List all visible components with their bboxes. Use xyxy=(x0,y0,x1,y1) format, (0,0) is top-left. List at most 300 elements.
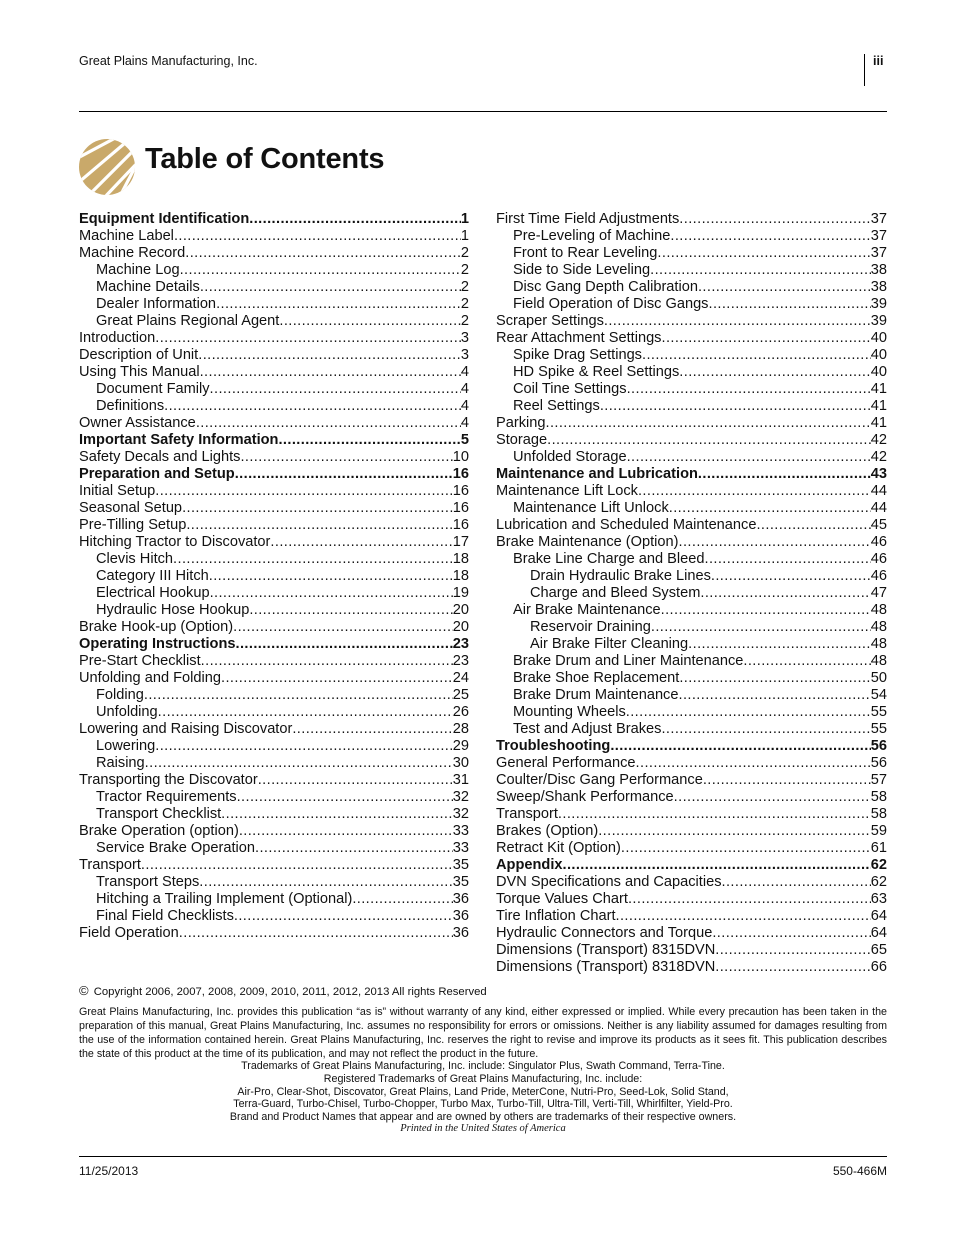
toc-entry[interactable] xyxy=(79,330,469,347)
toc-entry[interactable] xyxy=(496,330,887,347)
footer-date: 11/25/2013 xyxy=(79,1164,139,1178)
toc-entry-label: Unfolded Storage xyxy=(513,449,627,465)
toc-entry[interactable] xyxy=(79,891,469,908)
toc-entry-label: Spike Drag Settings xyxy=(513,347,642,363)
toc-entry[interactable] xyxy=(79,602,469,619)
toc-entry[interactable] xyxy=(496,738,887,755)
toc-leader-dots xyxy=(679,211,870,228)
toc-entry-page: 32 xyxy=(452,806,469,822)
toc-entry-page: 54 xyxy=(870,687,887,703)
toc-entry-page: 35 xyxy=(452,874,469,890)
toc-entry-page: 20 xyxy=(452,602,469,618)
toc-entry-label: Dimensions (Transport) 8315DVN xyxy=(496,942,716,958)
toc-entry-page: 41 xyxy=(870,381,887,397)
toc-entry-page: 50 xyxy=(870,670,887,686)
toc-entry[interactable] xyxy=(79,789,469,806)
toc-entry[interactable] xyxy=(79,432,469,449)
toc-entry[interactable] xyxy=(79,568,469,585)
toc-entry[interactable] xyxy=(496,381,887,398)
toc-entry-page: 64 xyxy=(870,908,887,924)
toc-entry-page: 57 xyxy=(870,772,887,788)
toc-leader-dots xyxy=(209,568,453,585)
toc-entry[interactable] xyxy=(79,245,469,262)
toc-leader-dots xyxy=(352,891,452,908)
toc-leader-dots xyxy=(661,721,870,738)
toc-entry-page: 38 xyxy=(870,262,887,278)
toc-leader-dots xyxy=(144,687,453,704)
toc-entry[interactable] xyxy=(496,449,887,466)
toc-entry-label: Lowering xyxy=(96,738,156,754)
toc-leader-dots xyxy=(703,772,871,789)
toc-leader-dots xyxy=(627,381,871,398)
toc-entry[interactable] xyxy=(496,517,887,534)
toc-entry[interactable] xyxy=(79,755,469,772)
toc-entry[interactable] xyxy=(79,262,469,279)
toc-entry[interactable] xyxy=(496,245,887,262)
toc-entry-page: 62 xyxy=(870,874,887,890)
toc-entry[interactable] xyxy=(496,772,887,789)
toc-leader-dots xyxy=(715,959,871,976)
toc-entry[interactable] xyxy=(496,908,887,925)
toc-entry-label: Transport xyxy=(496,806,558,822)
header-divider xyxy=(864,54,865,86)
toc-entry-page: 33 xyxy=(452,823,469,839)
toc-entry[interactable] xyxy=(496,891,887,908)
toc-leader-dots xyxy=(638,483,871,500)
toc-leader-dots xyxy=(233,619,453,636)
toc-entry-label: Important Safety Information xyxy=(79,432,279,448)
toc-entry-label: Pre-Leveling of Machine xyxy=(513,228,671,244)
toc-leader-dots xyxy=(210,381,461,398)
toc-leader-dots xyxy=(155,483,453,500)
toc-entry-label: Side to Side Leveling xyxy=(513,262,651,278)
toc-leader-dots xyxy=(743,653,870,670)
toc-entry-page: 1 xyxy=(460,228,469,244)
toc-entry[interactable] xyxy=(496,857,887,874)
toc-leader-dots xyxy=(651,619,871,636)
header-rule xyxy=(79,111,887,112)
toc-entry[interactable] xyxy=(496,806,887,823)
toc-entry-label: Definitions xyxy=(96,398,165,414)
disclaimer-paragraph: Great Plains Manufacturing, Inc. provides this publication “as is” without warranty of any kind, either expressed or implied. While every precaution has been taken in the preparation of this manual, Great Plains Manufacturing, Inc. assumes no responsibility for errors or omissions. Neither is any liability assumed for damages resulting from the use of the information contained herein. Great Plains Manufacturing, Inc. reserves the right to revise and improve its products as it sees fit. This publication describes the state of this product at the time of its publication, and may not reflect the product in the future. xyxy=(79,1006,887,1060)
toc-leader-dots xyxy=(240,449,452,466)
toc-entry[interactable] xyxy=(496,959,887,976)
toc-entry-page: 46 xyxy=(870,568,887,584)
toc-entry[interactable] xyxy=(496,687,887,704)
toc-leader-dots xyxy=(270,534,452,551)
toc-leader-dots xyxy=(661,330,870,347)
toc-leader-dots xyxy=(292,721,452,738)
page-title: Table of Contents xyxy=(145,143,385,175)
toc-entry-page: 36 xyxy=(452,891,469,907)
toc-entry[interactable] xyxy=(496,823,887,840)
toc-entry-page: 2 xyxy=(460,279,469,295)
toc-leader-dots xyxy=(145,755,453,772)
toc-leader-dots xyxy=(661,602,871,619)
trademarks-line-1: Trademarks of Great Plains Manufacturing, Inc. include: Singulator Plus, Swath Command, Terra-Tine. xyxy=(241,1060,725,1072)
toc-leader-dots xyxy=(670,228,870,245)
toc-leader-dots xyxy=(216,296,461,313)
toc-entry[interactable] xyxy=(79,517,469,534)
toc-entry-page: 2 xyxy=(460,245,469,261)
toc-leader-dots xyxy=(711,568,871,585)
toc-entry[interactable] xyxy=(496,364,887,381)
toc-entry-label: Preparation and Setup xyxy=(79,466,235,482)
toc-entry[interactable] xyxy=(496,721,887,738)
toc-leader-dots xyxy=(657,245,870,262)
toc-leader-dots xyxy=(164,398,461,415)
toc-leader-dots xyxy=(221,806,453,823)
toc-entry-page: 5 xyxy=(460,432,469,448)
toc-entry[interactable] xyxy=(79,381,469,398)
toc-entry[interactable] xyxy=(79,398,469,415)
toc-leader-dots xyxy=(200,279,461,296)
toc-entry-label: General Performance xyxy=(496,755,636,771)
toc-entry-label: Hydraulic Hose Hookup xyxy=(96,602,250,618)
toc-entry-page: 39 xyxy=(870,313,887,329)
toc-entry[interactable] xyxy=(496,789,887,806)
toc-entry[interactable] xyxy=(496,279,887,296)
toc-leader-dots xyxy=(258,772,453,789)
toc-entry[interactable] xyxy=(79,500,469,517)
toc-entry-page: 46 xyxy=(870,551,887,567)
toc-entry[interactable] xyxy=(79,653,469,670)
toc-entry-page: 41 xyxy=(870,415,887,431)
toc-entry-page: 32 xyxy=(452,789,469,805)
toc-leader-dots xyxy=(621,840,871,857)
toc-entry-page: 2 xyxy=(460,296,469,312)
toc-entry-label: Hitching Tractor to Discovator xyxy=(79,534,271,550)
toc-entry-label: First Time Field Adjustments xyxy=(496,211,680,227)
toc-leader-dots xyxy=(155,330,461,347)
toc-entry-page: 23 xyxy=(452,636,469,652)
toc-entry[interactable] xyxy=(496,670,887,687)
trademarks-line-3: Air-Pro, Clear-Shot, Discovator, Great Plains, Land Pride, MeterCone, Nutri-Pro, Seed-Lok, Solid Stand, xyxy=(237,1086,729,1098)
toc-entry-page: 36 xyxy=(452,908,469,924)
toc-leader-dots xyxy=(180,262,461,279)
toc-entry-page: 16 xyxy=(452,517,469,533)
toc-entry-label: Storage xyxy=(496,432,548,448)
toc-entry-label: Maintenance Lift Unlock xyxy=(513,500,669,516)
toc-leader-dots xyxy=(239,823,453,840)
toc-leader-dots xyxy=(598,823,871,840)
toc-leader-dots xyxy=(249,211,461,228)
toc-leader-dots xyxy=(200,364,461,381)
toc-leader-dots xyxy=(155,738,453,755)
toc-leader-dots xyxy=(279,313,461,330)
toc-entry-label: Front to Rear Leveling xyxy=(513,245,658,261)
toc-entry-page: 30 xyxy=(452,755,469,771)
toc-entry-label: Disc Gang Depth Calibration xyxy=(513,279,698,295)
toc-entry-label: Category III Hitch xyxy=(96,568,209,584)
toc-entry-page: 56 xyxy=(870,755,887,771)
great-plains-logo-icon xyxy=(78,138,136,196)
toc-entry-page: 31 xyxy=(452,772,469,788)
copyright-line xyxy=(79,983,487,998)
toc-entry-page: 44 xyxy=(870,483,887,499)
toc-entry[interactable] xyxy=(79,483,469,500)
toc-entry[interactable] xyxy=(79,738,469,755)
toc-entry[interactable] xyxy=(79,211,469,228)
toc-entry-page: 63 xyxy=(870,891,887,907)
toc-entry[interactable] xyxy=(496,602,887,619)
toc-entry-label: Tractor Requirements xyxy=(96,789,237,805)
toc-entry[interactable] xyxy=(79,347,469,364)
toc-entry-label: Description of Unit xyxy=(79,347,199,363)
toc-entry-page: 19 xyxy=(452,585,469,601)
toc-entry[interactable] xyxy=(79,449,469,466)
copyright-symbol: © xyxy=(79,983,89,998)
toc-entry-page: 40 xyxy=(870,347,887,363)
toc-entry-label: Brake Line Charge and Bleed xyxy=(513,551,705,567)
toc-leader-dots xyxy=(173,551,453,568)
toc-entry-label: Drain Hydraulic Brake Lines xyxy=(530,568,711,584)
toc-entry-page: 42 xyxy=(870,449,887,465)
toc-entry[interactable] xyxy=(496,840,887,857)
toc-entry-page: 40 xyxy=(870,330,887,346)
toc-entry-label: Clevis Hitch xyxy=(96,551,174,567)
toc-leader-dots xyxy=(249,602,452,619)
toc-entry[interactable] xyxy=(79,823,469,840)
toc-entry[interactable] xyxy=(496,534,887,551)
toc-entry[interactable] xyxy=(496,228,887,245)
toc-entry[interactable] xyxy=(496,585,887,602)
toc-leader-dots xyxy=(698,466,871,483)
toc-entry-page: 58 xyxy=(870,806,887,822)
toc-entry-label: Using This Manual xyxy=(79,364,200,380)
toc-entry-page: 48 xyxy=(870,602,887,618)
toc-entry-label: Machine Log xyxy=(96,262,180,278)
toc-entry[interactable] xyxy=(79,534,469,551)
toc-leader-dots xyxy=(186,517,452,534)
toc-entry[interactable] xyxy=(496,211,887,228)
toc-entry-label: Pre-Start Checklist xyxy=(79,653,201,669)
toc-leader-dots xyxy=(722,874,871,891)
toc-entry[interactable] xyxy=(496,296,887,313)
toc-entry[interactable] xyxy=(496,874,887,891)
toc-entry-label: Dealer Information xyxy=(96,296,217,312)
toc-entry[interactable] xyxy=(79,466,469,483)
toc-entry-page: 18 xyxy=(452,568,469,584)
toc-leader-dots xyxy=(674,789,871,806)
toc-leader-dots xyxy=(628,891,871,908)
toc-leader-dots xyxy=(558,806,871,823)
toc-entry-label: Brake Shoe Replacement xyxy=(513,670,680,686)
toc-entry-label: Maintenance Lift Lock xyxy=(496,483,638,499)
toc-entry-label: Machine Record xyxy=(79,245,186,261)
toc-entry-page: 29 xyxy=(452,738,469,754)
toc-entry-page: 58 xyxy=(870,789,887,805)
toc-entry-label: Transport xyxy=(79,857,141,873)
toc-entry-page: 16 xyxy=(452,500,469,516)
toc-entry-page: 33 xyxy=(452,840,469,856)
toc-entry[interactable] xyxy=(79,670,469,687)
toc-leader-dots xyxy=(545,415,870,432)
toc-entry-label: Brake Operation (option) xyxy=(79,823,239,839)
toc-entry[interactable] xyxy=(496,398,887,415)
toc-leader-dots xyxy=(669,500,871,517)
toc-entry-label: Raising xyxy=(96,755,145,771)
toc-leader-dots xyxy=(158,704,453,721)
toc-entry[interactable] xyxy=(496,653,887,670)
trademarks-line-4: Terra-Guard, Turbo-Chisel, Turbo-Chopper, Turbo Max, Turbo-Till, Ultra-Till, Verti-Till, Whirlfilter, Yield-Pro. xyxy=(233,1098,733,1110)
toc-entry[interactable] xyxy=(79,925,469,942)
toc-leader-dots xyxy=(610,738,870,755)
toc-entry-label: Coulter/Disc Gang Performance xyxy=(496,772,703,788)
toc-entry[interactable] xyxy=(79,874,469,891)
toc-entry[interactable] xyxy=(496,347,887,364)
toc-entry-label: Retract Kit (Option) xyxy=(496,840,621,856)
toc-entry-page: 55 xyxy=(870,704,887,720)
toc-entry[interactable] xyxy=(496,636,887,653)
toc-entry[interactable] xyxy=(79,772,469,789)
toc-entry[interactable] xyxy=(496,704,887,721)
toc-entry-page: 43 xyxy=(870,466,887,482)
toc-entry-page: 62 xyxy=(870,857,887,873)
toc-leader-dots xyxy=(642,347,871,364)
toc-entry[interactable] xyxy=(79,806,469,823)
toc-entry[interactable] xyxy=(79,857,469,874)
toc-entry[interactable] xyxy=(79,840,469,857)
toc-entry-label: Equipment Identification xyxy=(79,211,250,227)
toc-entry[interactable] xyxy=(496,500,887,517)
toc-entry-page: 39 xyxy=(870,296,887,312)
toc-leader-dots xyxy=(198,347,461,364)
toc-entry-page: 24 xyxy=(452,670,469,686)
toc-entry-page: 36 xyxy=(452,925,469,941)
toc-entry[interactable] xyxy=(79,704,469,721)
toc-leader-dots xyxy=(278,432,460,449)
toc-entry-page: 37 xyxy=(870,228,887,244)
toc-entry[interactable] xyxy=(496,262,887,279)
toc-entry-label: Initial Setup xyxy=(79,483,156,499)
toc-entry-page: 28 xyxy=(452,721,469,737)
toc-entry-label: Reel Settings xyxy=(513,398,600,414)
toc-entry-page: 35 xyxy=(452,857,469,873)
toc-leader-dots xyxy=(704,551,870,568)
toc-entry-label: Lubrication and Scheduled Maintenance xyxy=(496,517,757,533)
toc-entry-label: Field Operation xyxy=(79,925,179,941)
toc-entry[interactable] xyxy=(79,228,469,245)
toc-leader-dots xyxy=(141,857,453,874)
toc-entry-label: Rear Attachment Settings xyxy=(496,330,662,346)
toc-entry[interactable] xyxy=(496,415,887,432)
toc-entry-label: Appendix xyxy=(496,857,563,873)
toc-entry-page: 48 xyxy=(870,653,887,669)
toc-entry[interactable] xyxy=(79,415,469,432)
toc-entry-page: 4 xyxy=(460,381,469,397)
toc-entry[interactable] xyxy=(79,364,469,381)
toc-entry[interactable] xyxy=(496,925,887,942)
toc-leader-dots xyxy=(255,840,453,857)
toc-entry-page: 4 xyxy=(460,398,469,414)
toc-entry[interactable] xyxy=(496,313,887,330)
toc-entry[interactable] xyxy=(496,942,887,959)
toc-entry[interactable] xyxy=(496,755,887,772)
page-number: iii xyxy=(873,54,884,68)
toc-entry-label: Maintenance and Lubrication xyxy=(496,466,698,482)
toc-entry-page: 37 xyxy=(870,245,887,261)
toc-entry[interactable] xyxy=(496,483,887,500)
header-company: Great Plains Manufacturing, Inc. xyxy=(79,54,258,68)
trademarks-line-2: Registered Trademarks of Great Plains Manufacturing, Inc. include: xyxy=(323,1073,643,1085)
toc-entry-label: Pre-Tilling Setup xyxy=(79,517,187,533)
toc-entry[interactable] xyxy=(496,466,887,483)
toc-entry[interactable] xyxy=(496,432,887,449)
toc-entry-page: 37 xyxy=(870,211,887,227)
toc-entry-page: 48 xyxy=(870,636,887,652)
toc-entry-label: Reservoir Draining xyxy=(530,619,651,635)
toc-entry-label: Brake Hook-up (Option) xyxy=(79,619,234,635)
toc-entry-page: 20 xyxy=(452,619,469,635)
toc-entry-label: Machine Label xyxy=(79,228,174,244)
toc-leader-dots xyxy=(678,687,870,704)
toc-entry-page: 41 xyxy=(870,398,887,414)
toc-entry-label: Field Operation of Disc Gangs xyxy=(513,296,709,312)
toc-entry-page: 46 xyxy=(870,534,887,550)
toc-leader-dots xyxy=(712,925,870,942)
toc-entry-page: 45 xyxy=(870,517,887,533)
toc-entry-page: 61 xyxy=(870,840,887,856)
toc-entry-label: Owner Assistance xyxy=(79,415,196,431)
toc-entry-page: 4 xyxy=(460,364,469,380)
toc-entry-page: 16 xyxy=(452,466,469,482)
toc-leader-dots xyxy=(199,874,452,891)
toc-leader-dots xyxy=(679,364,870,381)
toc-entry-label: Transport Steps xyxy=(96,874,200,890)
toc-entry-page: 26 xyxy=(452,704,469,720)
toc-entry-label: Transport Checklist xyxy=(96,806,222,822)
toc-entry[interactable] xyxy=(79,636,469,653)
toc-entry[interactable] xyxy=(79,908,469,925)
toc-entry-page: 42 xyxy=(870,432,887,448)
toc-leader-dots xyxy=(210,585,453,602)
toc-entry[interactable] xyxy=(79,721,469,738)
toc-entry[interactable] xyxy=(496,619,887,636)
toc-entry[interactable] xyxy=(79,296,469,313)
toc-entry-label: Tire Inflation Chart xyxy=(496,908,616,924)
toc-entry[interactable] xyxy=(79,619,469,636)
toc-entry-page: 2 xyxy=(460,313,469,329)
toc-leader-dots xyxy=(715,942,871,959)
toc-entry-label: Introduction xyxy=(79,330,156,346)
toc-entry-label: Coil Tine Settings xyxy=(513,381,627,397)
toc-entry[interactable] xyxy=(496,551,887,568)
toc-leader-dots xyxy=(679,670,870,687)
toc-entry[interactable] xyxy=(79,551,469,568)
toc-entry-label: Operating Instructions xyxy=(79,636,236,652)
toc-entry-page: 38 xyxy=(870,279,887,295)
toc-entry[interactable] xyxy=(496,568,887,585)
toc-entry-page: 66 xyxy=(870,959,887,975)
toc-entry-page: 65 xyxy=(870,942,887,958)
toc-entry-label: Electrical Hookup xyxy=(96,585,210,601)
toc-entry-label: Mounting Wheels xyxy=(513,704,626,720)
toc-entry[interactable] xyxy=(79,687,469,704)
toc-leader-dots xyxy=(174,228,461,245)
toc-entry[interactable] xyxy=(79,585,469,602)
toc-entry-label: Torque Values Chart xyxy=(496,891,628,907)
toc-right-column xyxy=(496,211,887,976)
toc-leader-dots xyxy=(179,925,453,942)
toc-entry[interactable] xyxy=(79,313,469,330)
toc-entry-label: Safety Decals and Lights xyxy=(79,449,241,465)
toc-entry-label: Brakes (Option) xyxy=(496,823,599,839)
footer-rule xyxy=(79,1156,887,1157)
toc-entry-label: Air Brake Filter Cleaning xyxy=(530,636,689,652)
toc-entry[interactable] xyxy=(79,279,469,296)
toc-entry-label: Brake Maintenance (Option) xyxy=(496,534,679,550)
